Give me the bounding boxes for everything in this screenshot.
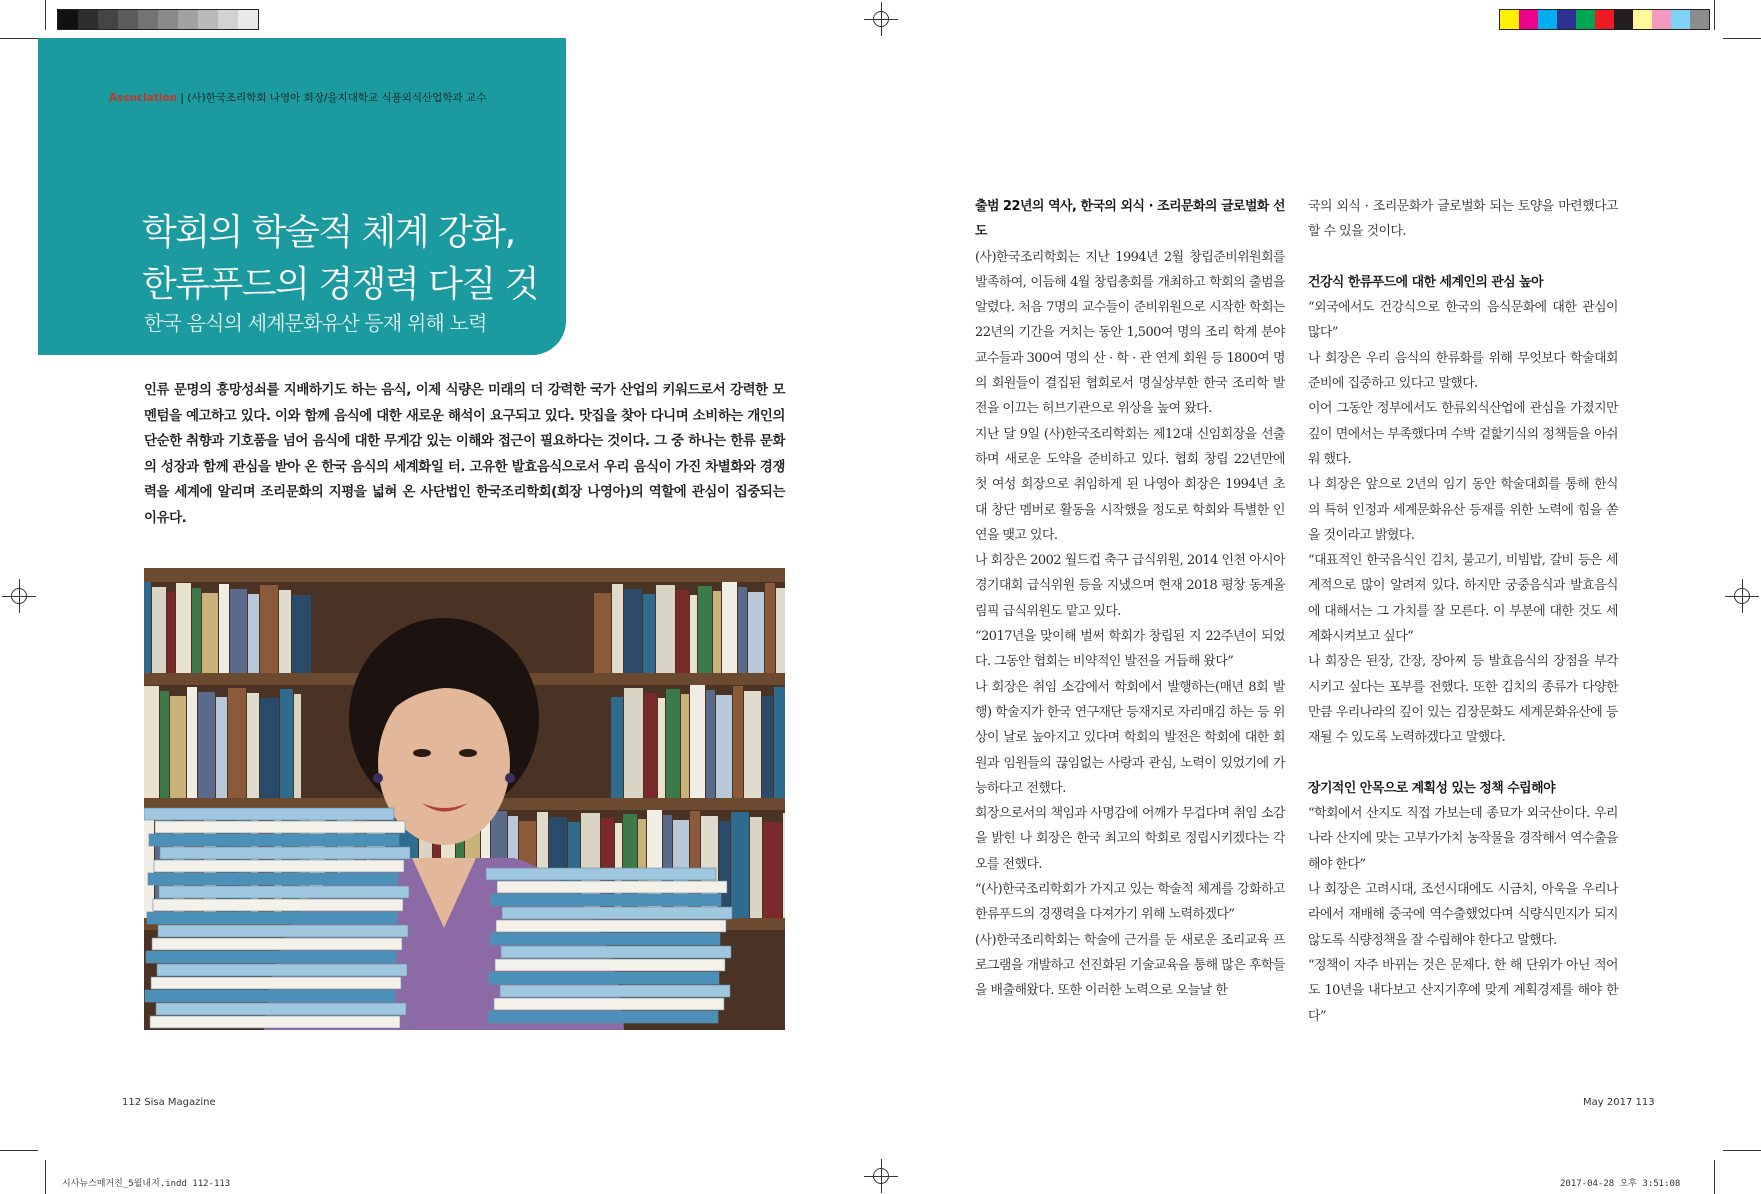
book-spine [643, 594, 655, 673]
gray-swatch [218, 10, 238, 29]
gray-swatch [118, 10, 138, 29]
journal-copy [490, 933, 720, 945]
book-spine [666, 689, 680, 798]
book-spine [202, 593, 218, 673]
gray-swatch [138, 10, 158, 29]
book-spine [260, 585, 278, 673]
journal-copy [154, 860, 404, 872]
book-spine [763, 822, 782, 918]
body-paragraph: 지난 달 9일 (사)한국조리학회는 제12대 신임회장을 선출하며 새로운 도약을 준비하고 있다. 협회 창립 22년만에 첫 여성 회장으로 취임하게 된 나영아 회장은 1994년 초대 창단 멤버로 활동을 시작했을 정도로 학회와 특별한 인연을 맺고 있다. [975, 426, 1285, 543]
journal-copy [151, 977, 401, 989]
book-spine [144, 686, 159, 798]
book-spine [733, 686, 743, 798]
gray-swatch [78, 10, 98, 29]
portrait-photo [144, 568, 785, 1030]
body-paragraph: 나 회장은 된장, 간장, 장아찌 등 발효음식의 장점을 부각시키고 싶다는 포부를 전했다. 또한 김치의 종류가 다양한 만큼 우리나라의 깊이 있는 김장문화도 세계문화유산에 등재될 수 있도록 노력하겠다고 말했다. [1308, 654, 1618, 746]
book-spine [624, 589, 642, 673]
journal-copy [502, 907, 732, 919]
grayscale-calibration-strip [57, 9, 259, 30]
color-swatch [1595, 10, 1614, 29]
journal-copy [158, 925, 408, 937]
subheading: 장기적인 안목으로 계획성 있는 정책 수립해야 [1308, 780, 1556, 796]
section-header [109, 90, 486, 105]
right-page-folio: May 2017 113 [1583, 1097, 1655, 1108]
body-paragraph: 국의 외식 · 조리문화가 글로벌화 되는 토양을 마련했다고 할 수 있을 것이다. [1308, 199, 1618, 240]
crop-mark [1723, 1150, 1761, 1151]
crop-mark [1714, 1160, 1715, 1194]
body-paragraph: 나 회장은 고려시대, 조선시대에도 시금치, 아욱을 우리나라에서 재배해 중국에 역수출했었다며 식량식민지가 되지 않도록 식량정책을 잘 수립해야 한다고 말했다. [1308, 882, 1618, 948]
journal-copy [146, 951, 396, 963]
journal-copy [157, 964, 407, 976]
color-swatch [1500, 10, 1519, 29]
book-spine [292, 595, 311, 673]
color-swatch [1538, 10, 1557, 29]
journal-copy [159, 886, 409, 898]
color-swatch [1652, 10, 1671, 29]
journal-copy [150, 1016, 400, 1028]
journal-copy [496, 920, 726, 932]
book-spine [144, 582, 151, 673]
book-spine [698, 586, 712, 673]
color-swatch [1671, 10, 1690, 29]
body-paragraph: 나 회장은 앞으로 2년의 임기 동안 학술대회를 통해 한식의 특허 인정과 세계문화유산 등재를 위한 노력에 힘을 쏟을 것이라고 밝혔다. [1308, 477, 1618, 543]
book-spine [228, 688, 246, 798]
article-subtitle: 한국 음식의 세계문화유산 등재 위해 노력 [144, 311, 487, 335]
subheading: 출범 22년의 역사, 한국의 외식 · 조리문화의 글로벌화 선도 [975, 199, 1285, 240]
body-paragraph: “대표적인 한국음식인 김치, 불고기, 비빔밥, 갈비 등은 세계적으로 많이 알려져 있다. 하지만 궁중음식과 발효음식에 대해서는 그 가치를 잘 모른다. 이 부분에 대한 것도 세계화시켜보고 싶다” [1308, 553, 1618, 645]
slug-filename: 시사뉴스매거진_5월내지.indd 112-113 [62, 1179, 231, 1189]
paragraph-gap [1308, 245, 1618, 270]
book-spine [706, 690, 715, 798]
journal-copy [148, 873, 398, 885]
journal-copy [149, 834, 399, 846]
color-swatch [1633, 10, 1652, 29]
color-swatch [1576, 10, 1595, 29]
journal-copy [147, 912, 397, 924]
book-spine [294, 694, 301, 798]
color-swatch [1557, 10, 1576, 29]
book-spine [279, 590, 291, 673]
book-spine [612, 584, 623, 673]
color-swatch [1519, 10, 1538, 29]
crop-mark [45, 0, 46, 30]
book-spine [744, 691, 761, 798]
book-spine [776, 588, 785, 673]
section-label: Association [109, 92, 178, 104]
body-paragraph: 나 회장은 2002 월드컵 축구 급식위원, 2014 인천 아시아 경기대회 급식위원 등을 지냈으며 현재 2018 평창 동계올림픽 급식위원도 맡고 있다. [975, 553, 1285, 619]
slug-timestamp: 2017-04-28 오후 3:51:08 [1560, 1179, 1681, 1189]
book-spine [170, 696, 186, 798]
journal-copy [497, 881, 727, 893]
left-page-folio: 112 Sisa Magazine [122, 1097, 216, 1108]
body-paragraph: 이어 그동안 정부에서도 한류외식산업에 관심을 가졌지만 깊이 면에서는 부족했다며 수박 겉핥기식의 정책들을 아쉬워 했다. [1308, 401, 1618, 467]
journal-copy [488, 1011, 718, 1023]
body-paragraph: 회장으로서의 책임과 사명감에 어깨가 무겁다며 취임 소감을 밝힌 나 회장은 한국 최고의 학회로 정립시키겠다는 각오를 전했다. [975, 806, 1285, 872]
body-paragraph: “정책이 자주 바뀌는 것은 문제다. 한 해 단위가 아닌 적어도 10년을 내다보고 산지기후에 맞게 계획경제를 해야 한다” [1308, 957, 1618, 1024]
gray-swatch [238, 10, 258, 29]
body-column-1 [975, 194, 1285, 1004]
portrait-illustration [144, 568, 785, 1030]
crop-mark [0, 1150, 38, 1151]
gray-swatch [178, 10, 198, 29]
journal-copy [144, 808, 394, 820]
book-spine [152, 587, 166, 673]
crop-mark [0, 38, 38, 39]
journal-copy [145, 990, 395, 1002]
journal-copy [156, 1003, 406, 1015]
book-spine [187, 687, 197, 798]
book-spine [594, 593, 611, 673]
body-paragraph: “2017년을 맞이해 벌써 학회가 창립된 지 22주년이 되었다. 그동안 협회는 비약적인 발전을 거듭해 왔다” [975, 629, 1285, 670]
book-spine [713, 591, 721, 673]
book-spine [198, 692, 215, 798]
book-spine [762, 696, 773, 798]
lead-paragraph: 인류 문명의 흥망성쇠를 지배하기도 하는 음식, 이제 식량은 미래의 더 강력한 국가 산업의 키워드로서 강력한 모멘텀을 예고하고 있다. 이와 함께 음식에 대한 새로운 해석이 요구되고 있다. 맛집을 찾아 다니며 소비하는 개인의 단순한 취향과 기호품을 넘어 음식에 대한 무게감 있는 이해와 접근이 필요하다는 것이다. 그 중 하나는 한류 문화의 성장과 함께 관심을 받아 온 한국 음식의 세계화일 터. 고유한 발효음식으로서 우리 음식이 가진 차별화와 경쟁력을 세계에 알리며 조리문화의 지평을 넓혀 온 사단법인 한국조리학회(회장 나영아)의 역할에 관심이 집중되는 이유다. [144, 383, 785, 526]
book-spine [656, 585, 675, 673]
crop-mark [45, 1160, 46, 1194]
book-spine [247, 693, 259, 798]
book-spine [176, 583, 191, 673]
journal-copy [155, 821, 405, 833]
book-spine [192, 588, 201, 673]
registration-mark [864, 1159, 898, 1193]
registration-mark [864, 2, 898, 36]
book-spine [611, 697, 623, 798]
crop-mark [1714, 0, 1715, 30]
color-swatch [1614, 10, 1633, 29]
book-spine [750, 817, 762, 918]
book-spine [219, 584, 229, 673]
book-spine [260, 698, 279, 798]
journal-copy [486, 868, 716, 880]
book-spine [160, 691, 169, 798]
gray-swatch [158, 10, 178, 29]
book-spine [248, 594, 259, 673]
gray-swatch [98, 10, 118, 29]
journal-copy [501, 946, 731, 958]
body-paragraph: 나 회장은 취임 소감에서 학회에서 발행하는(매년 8회 발행) 학술지가 한국 연구재단 등재지로 자리매김 하는 등 위상이 날로 높아지고 있다며 학회의 발전은 학회에 대한 회원과 임원들의 끊임없는 사랑과 관심, 노력이 있었기에 가능하다고 전했다. [975, 679, 1285, 796]
journal-copy [494, 998, 724, 1010]
journal-copy [495, 959, 725, 971]
color-swatch [1690, 10, 1709, 29]
title-line-2: 한류푸드의 경쟁력 다질 것 [142, 264, 538, 305]
body-paragraph: 나 회장은 우리 음식의 한류화를 위해 무엇보다 학술대회 준비에 집중하고 있다고 말했다. [1308, 350, 1618, 392]
body-paragraph: (사)한국조리학회는 학술에 근거를 둔 새로운 조리교육 프로그램을 개발하고 선진화된 기술교육을 통해 많은 후학들을 배출해왔다. 또한 이러한 노력으로 오늘날 한 [975, 932, 1285, 999]
book-spine [722, 582, 737, 673]
paragraph-gap [1308, 751, 1618, 776]
gray-swatch [58, 10, 78, 29]
book-spine [658, 698, 665, 798]
crop-mark [1723, 38, 1761, 39]
journal-copy [500, 985, 730, 997]
book-spine [738, 587, 747, 673]
book-spine [624, 688, 643, 798]
byline: (사)한국조리학회 나영아 회장/을지대학교 식품외식산업학과 교수 [187, 92, 487, 104]
book-spine [681, 694, 689, 798]
body-paragraph: (사)한국조리학회는 지난 1994년 2월 창립준비위원회를 발족하여, 이듬해 4월 창립총회를 개최하고 학회의 출범을 알렸다. 처음 7명의 교수들이 준비위원으로 시작한 학회는 22년의 기간을 거치는 동안 1,500여 명의 조리 학계 분야 교수들과 300여 명의 산 · 학 · 관 연계 회원 등 1800여 명의 회원들이 결집된 협회로서 명실상부한 한국 조리학 발전을 이끄는 허브기관으로 위상을 높여 왔다. [975, 249, 1285, 417]
book-spine [644, 693, 657, 798]
subheading: 건강식 한류푸드에 대한 세계인의 관심 높아 [1308, 274, 1544, 290]
journal-copy [153, 899, 403, 911]
article-title [142, 207, 538, 311]
journal-copy [160, 847, 410, 859]
color-calibration-strip [1499, 9, 1710, 30]
registration-mark [2, 579, 36, 613]
book-spine [748, 592, 764, 673]
book-spine [167, 592, 175, 673]
body-paragraph: “(사)한국조리학회가 가지고 있는 학술적 체계를 강화하고 한류푸드의 경쟁력을 다져가기 위해 노력하겠다” [975, 882, 1285, 923]
book-spine [280, 689, 293, 798]
title-line-1: 학회의 학술적 체계 강화, [142, 212, 515, 253]
body-column-2 [1308, 194, 1618, 1029]
book-spine [230, 589, 247, 673]
gray-swatch [198, 10, 218, 29]
journal-stack-left [144, 808, 410, 1028]
journal-copy [491, 894, 721, 906]
book-spine [690, 685, 705, 798]
section-separator: | [177, 92, 188, 104]
journal-copy [489, 972, 719, 984]
body-paragraph: “외국에서도 건강식으로 한국의 음식문화에 대한 관심이 많다” [1308, 300, 1618, 341]
body-paragraph: “학회에서 산지도 직접 가보는데 종묘가 외국산이다. 우리나라 산지에 맞는 고부가가치 농작물을 경작해서 역수출을 해야 한다” [1308, 806, 1618, 872]
book-spine [716, 695, 732, 798]
book-spine [676, 590, 689, 673]
book-spine [216, 697, 227, 798]
book-spine [774, 687, 785, 798]
book-spine [765, 583, 775, 673]
journal-copy [152, 938, 402, 950]
book-spine [690, 595, 697, 673]
book-spine [144, 812, 154, 918]
book-spine [783, 813, 785, 918]
book-spine [731, 812, 749, 918]
registration-mark [1725, 579, 1759, 613]
